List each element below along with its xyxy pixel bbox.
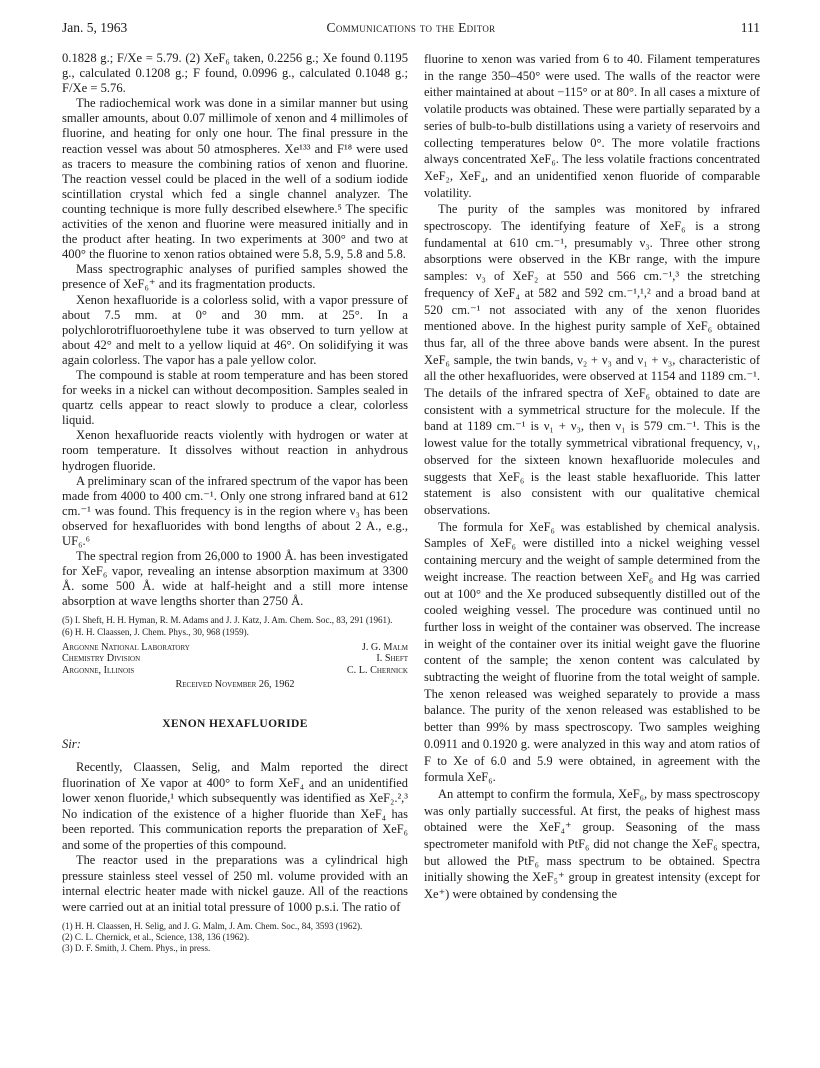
author-name: C. L. Chernick (346, 665, 408, 677)
paragraph: A preliminary scan of the infrared spectrum of the vapor has been made from 4000 to 400 cm.⁻¹. Only one strong infrared band at 612 cm.⁻¹ was found. This frequency is in the region where ν₃ has been observed for hexafluorides with bond lengths of about 2 A., e.g., UF₆.⁶ (62, 473, 408, 548)
paragraph: 0.1828 g.; F/Xe = 5.79. (2) XeF₆ taken, 0.2256 g.; Xe found 0.1195 g., calculated 0.1208 g.; F found, 0.0996 g., calculated 0.1048 g.; F/Xe = 5.76. (62, 51, 408, 96)
paragraph: The reactor used in the preparations was a cylindrical high pressure stainless steel vessel of 250 ml. volume provided with an internal electric heater made with nickel gauze. All of the reactions were carried out at an initial total pressure of 1000 p.s.i. The ratio of (62, 853, 408, 914)
footnote: (5) I. Sheft, H. H. Hyman, R. M. Adams and J. J. Katz, J. Am. Chem. Soc., 83, 291 (1961). (62, 615, 393, 626)
paragraph: The spectral region from 26,000 to 1900 Å. has been investigated for XeF₆ vapor, revealing an intense absorption maximum at 3300 Å. some 500 Å. wide at half-height and a still more intense absorption at wave lengths shorter than 2750 Å. (62, 549, 408, 609)
right-column (424, 51, 760, 903)
paragraph: Xenon hexafluoride is a colorless solid, with a vapor pressure of about 7.5 mm. at 0° and 30 mm. at 25°. In a polychlorotrifluoroethylene tube it was observed to turn yellow at about 42° and melt to a yellow liquid at 46°. On solidifying it was again colorless. The vapor has a pale yellow color. (62, 292, 408, 367)
paragraph: Xenon hexafluoride reacts violently with hydrogen or water at room temperature. It dissolves without reaction in anhydrous hydrogen fluoride. (62, 428, 408, 473)
affiliation-block (62, 642, 408, 691)
author-name: I. Sheft (376, 653, 408, 665)
footnote: (2) C. L. Chernick, et al., Science, 138, 136 (1962). (62, 932, 250, 943)
salutation: Sir: (62, 736, 81, 751)
footnotes (62, 921, 408, 954)
paragraph: Mass spectrographic analyses of purified samples showed the presence of XeF₆⁺ and its fragmentation products. (62, 262, 408, 292)
article-body-start (62, 760, 408, 915)
paragraph: The formula for XeF₆ was established by chemical analysis. Samples of XeF₆ were distilled into a nickel weighing vessel containing mercury and the weight of sample determined from the weight increase. The reaction between XeF₆ and Hg was carried out at 100° and the Xe produced subsequently distilled out of the cooled weighing vessel. The procedure was continued until no further loss in weight of the container was observed. The increase in weight of the container over its initial weight gave the fluorine content of the sample; the xenon content was calculated by subtracting the weight of fluorine from the total weight of sample. The xenon released was weighed separately to provide a mass balance. The purity of the xenon released was established to be better than 99% by mass spectroscopy. Two samples weighing 0.0911 and 0.1920 g. were analyzed in this way and atom ratios of F to Xe of 6.0 and 5.9 were obtained, in agreement with the formula XeF₆. (424, 519, 760, 785)
paragraph: The purity of the samples was monitored by infrared spectroscopy. The identifying feature of XeF₆ is a strong fundamental at 610 cm.⁻¹, presumably ν₃. Three other strong absorptions were observed in the KBr range, with the impure samples: ν₃ of XeF₂ at 550 and 566 cm.⁻¹,³ the stretching frequency of XeF₄ at 582 and 592 cm.⁻¹,¹,² and a broad band at 520 cm.⁻¹ not associated with any of the xenon fluorides mentioned above. In the highest purity sample of XeF₆ obtained thus far, all of the three above bands were absent. In the purest XeF₆ sample, the twin bands, ν₂ + ν₃ and ν₁ + ν₃, characteristic of all the other hexafluorides, were observed at 1154 and 1189 cm.⁻¹. The details of the infrared spectra of XeF₆ obtained to date are consistent with a symmetrical structure for the molecule. If the band at 1189 cm.⁻¹ is ν₁ + ν₃, then ν₁ is 579 cm.⁻¹. This is the lowest value for the totally symmetrical vibrational frequency, ν₁, observed for the sixteen known hexafluoride molecules and suggests that XeF₆ is the least stable hexafluoride. This latter statement is also consistent with our qualitative chemical observations. (424, 202, 760, 517)
author-name: J. G. Malm (361, 641, 408, 653)
received-date: Received November 26, 1962 (175, 679, 295, 691)
left-column (62, 51, 408, 958)
footnote: (6) H. H. Claassen, J. Chem. Phys., 30, 968 (1959). (62, 626, 249, 637)
header-date: Jan. 5, 1963 (62, 20, 128, 35)
paragraph: fluorine to xenon was varied from 6 to 40. Filament temperatures in the range 350–450° were used. The walls of the reactor were either maintained at about −115° or at 80°. In all cases a mixture of volatile products was obtained. These were partially separated by a series of bulb-to-bulb distillations using a variety of reservoirs and collecting temperatures below 0°. The more volatile fractions always concentrated XeF₆. The less volatile fractions concentrated XeF₂, XeF₄, and an unidentified xenon fluoride of comparable volatility. (424, 52, 760, 200)
paragraph: Recently, Claassen, Selig, and Malm reported the direct fluorination of Xe vapor at 400° to form XeF₄ and an unidentified lower xenon fluoride,¹ which subsequently was identified as XeF₂.²,³ No indication of the existence of a higher fluoride than XeF₄ has been reported. This communication reports the preparation of XeF₆ and some of the properties of this compound. (62, 760, 408, 852)
paragraph: The compound is stable at room temperature and has been stored for weeks in a nickel can without decomposition. Samples sealed in quartz cells appear to react slowly to produce a clear, colorless liquid. (62, 367, 408, 428)
footnote: (3) D. F. Smith, J. Chem. Phys., in press. (62, 943, 211, 954)
header-section: Communications to the Editor (326, 20, 496, 35)
page-header (62, 20, 760, 40)
affiliation-line: Argonne, Illinois (62, 665, 135, 677)
article-title: XENON HEXAFLUORIDE (162, 717, 308, 730)
header-page-number: 111 (740, 20, 760, 35)
paragraph: The radiochemical work was done in a similar manner but using smaller amounts, about 0.07 millimole of xenon and 4 millimoles of fluorine, and heating for only one hour. The final pressure in the reaction vessel was about 50 atmospheres. Xe¹³³ and F¹⁸ were used as tracers to measure the combining ratios of xenon and fluorine. The reaction vessel could be placed in the well of a sodium iodide scintillation crystal which fed a single channel analyzer. The counting technique is more fully described elsewhere.⁵ The specific activities of the xenon and fluorine were measured initially and in the product after heating. In two experiments at 300° and two at 400° the fluorine to xenon ratios obtained were 5.8, 5.9, 5.8 and 5.8. (62, 96, 408, 262)
footnote: (1) H. H. Claassen, H. Selig, and J. G. Malm, J. Am. Chem. Soc., 84, 3593 (1962). (62, 921, 363, 932)
affiliation-line: Argonne National Laboratory (62, 641, 190, 653)
affiliation-line: Chemistry Division (62, 653, 141, 665)
footnotes (62, 615, 408, 637)
paragraph: An attempt to confirm the formula, XeF₆, by mass spectroscopy was only partially successful. At first, the peaks of highest mass obtained were the XeF₄⁺ group. Seasoning of the mass spectrometer manifold with PtF₆ did not change the XeF₆ spectra, but allowed the PtF₆ mass spectrum to be obtained. Spectra initially showing the XeF₅⁺ group in greatest intensity (except for Xe⁺) were obtained by condensing the (424, 786, 760, 902)
